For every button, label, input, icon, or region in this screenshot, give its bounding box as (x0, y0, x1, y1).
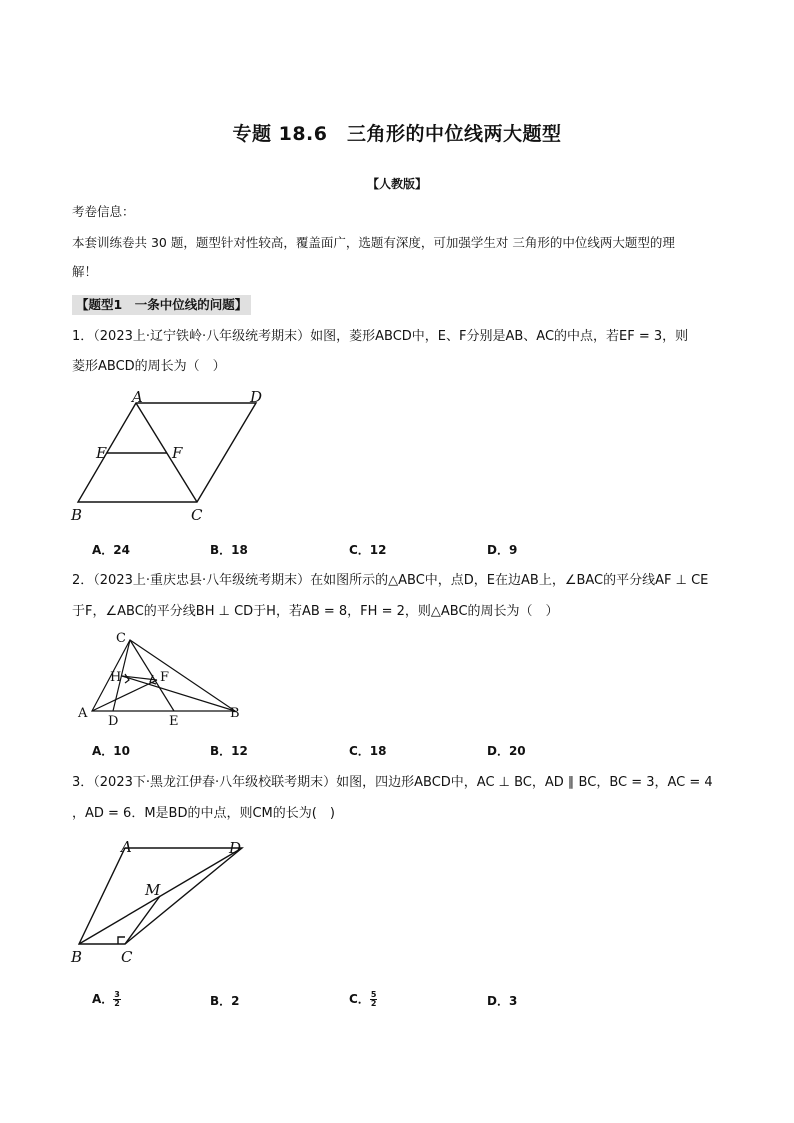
question-3-line-1: 3．（2023下·黑龙江伊春·八年级校联考期末）如图，四边形ABCD中，AC ⊥ BC，AD ∥ BC，BC = 3，AC = 4 (72, 775, 713, 790)
q3-option-d[interactable]: D．3 (487, 994, 518, 1008)
fraction-denominator: 2 (114, 999, 120, 1008)
question-1-line-1: 1．（2023上·辽宁铁岭·八年级统考期末）如图，菱形ABCD中，E、F分别是AB、AC的中点，若EF = 3，则 (72, 329, 689, 344)
q1-option-b[interactable]: B．18 (210, 543, 248, 557)
label-h: H (110, 670, 122, 685)
fraction-numerator: 3 (114, 990, 120, 999)
fraction-denominator: 2 (370, 999, 377, 1008)
label-b: B (71, 948, 83, 966)
question-2-line-1: 2．（2023上·重庆忠县·八年级统考期末）在如图所示的△ABC中，点D，E在边AB上，∠BAC的平分线AF ⊥ CE (72, 573, 709, 588)
label-d: D (108, 714, 119, 729)
label-f: F (172, 444, 183, 462)
page-title: 专题 18.6 三角形的中位线两大题型 (232, 123, 562, 145)
q3-option-c[interactable] (349, 990, 377, 1008)
info-line-1: 本套训练卷共 30 题，题型针对性较高，覆盖面广，选题有深度，可加强学生对 三角形的中位线两大题型的理 (72, 235, 675, 250)
q3-option-a-letter: A． (92, 992, 114, 1006)
diagonal-bd (79, 848, 242, 944)
right-angle-c (118, 937, 125, 944)
section-heading-1: 【题型1 一条中位线的问题】 (72, 295, 251, 315)
q3-option-a-fraction (113, 991, 121, 1008)
right-angle-h (125, 674, 129, 683)
label-a: A (132, 388, 143, 406)
info-label: 考卷信息： (72, 204, 135, 219)
figure-1-rhombus (66, 386, 276, 528)
q2-option-b[interactable]: B．12 (210, 744, 248, 758)
label-c: C (121, 948, 133, 966)
q2-option-d[interactable]: D．20 (487, 744, 526, 758)
fraction-numerator: 5 (370, 990, 377, 999)
label-c: C (116, 631, 126, 646)
edition-label: 【人教版】 (366, 177, 427, 191)
q1-option-d[interactable]: D．9 (487, 543, 518, 557)
q1-option-a[interactable]: A．24 (92, 543, 130, 557)
figure-3-quadrilateral (66, 836, 266, 972)
label-e: E (96, 444, 107, 462)
question-3-line-2: ，AD = 6．M是BD的中点，则CM的长为( ) (72, 806, 335, 821)
label-f: F (160, 670, 170, 685)
q3-option-a[interactable] (92, 990, 121, 1008)
label-e: E (169, 714, 179, 729)
label-a: A (78, 706, 88, 721)
q3-option-c-fraction (370, 991, 378, 1008)
label-d: D (229, 839, 242, 857)
question-2-line-2: 于F，∠ABC的平分线BH ⊥ CD于H，若AB = 8，FH = 2，则△ABC的周长为（ ） (72, 604, 559, 619)
q2-option-c[interactable]: C．18 (349, 744, 387, 758)
figure-2-triangle (70, 628, 260, 730)
q2-option-a[interactable]: A．10 (92, 744, 130, 758)
label-b: B (230, 706, 240, 721)
info-line-2: 解！ (72, 264, 98, 279)
question-1-line-2: 菱形ABCD的周长为（ ） (72, 359, 226, 374)
q3-option-c-letter: C． (349, 992, 370, 1006)
q3-option-b[interactable]: B．2 (210, 994, 240, 1008)
label-d: D (250, 388, 263, 406)
label-b: B (71, 506, 83, 524)
q1-option-c[interactable]: C．12 (349, 543, 387, 557)
label-m: M (145, 881, 161, 899)
bisector-bh (122, 676, 235, 711)
label-c: C (191, 506, 203, 524)
bisector-af (92, 680, 157, 711)
label-a: A (121, 838, 132, 856)
